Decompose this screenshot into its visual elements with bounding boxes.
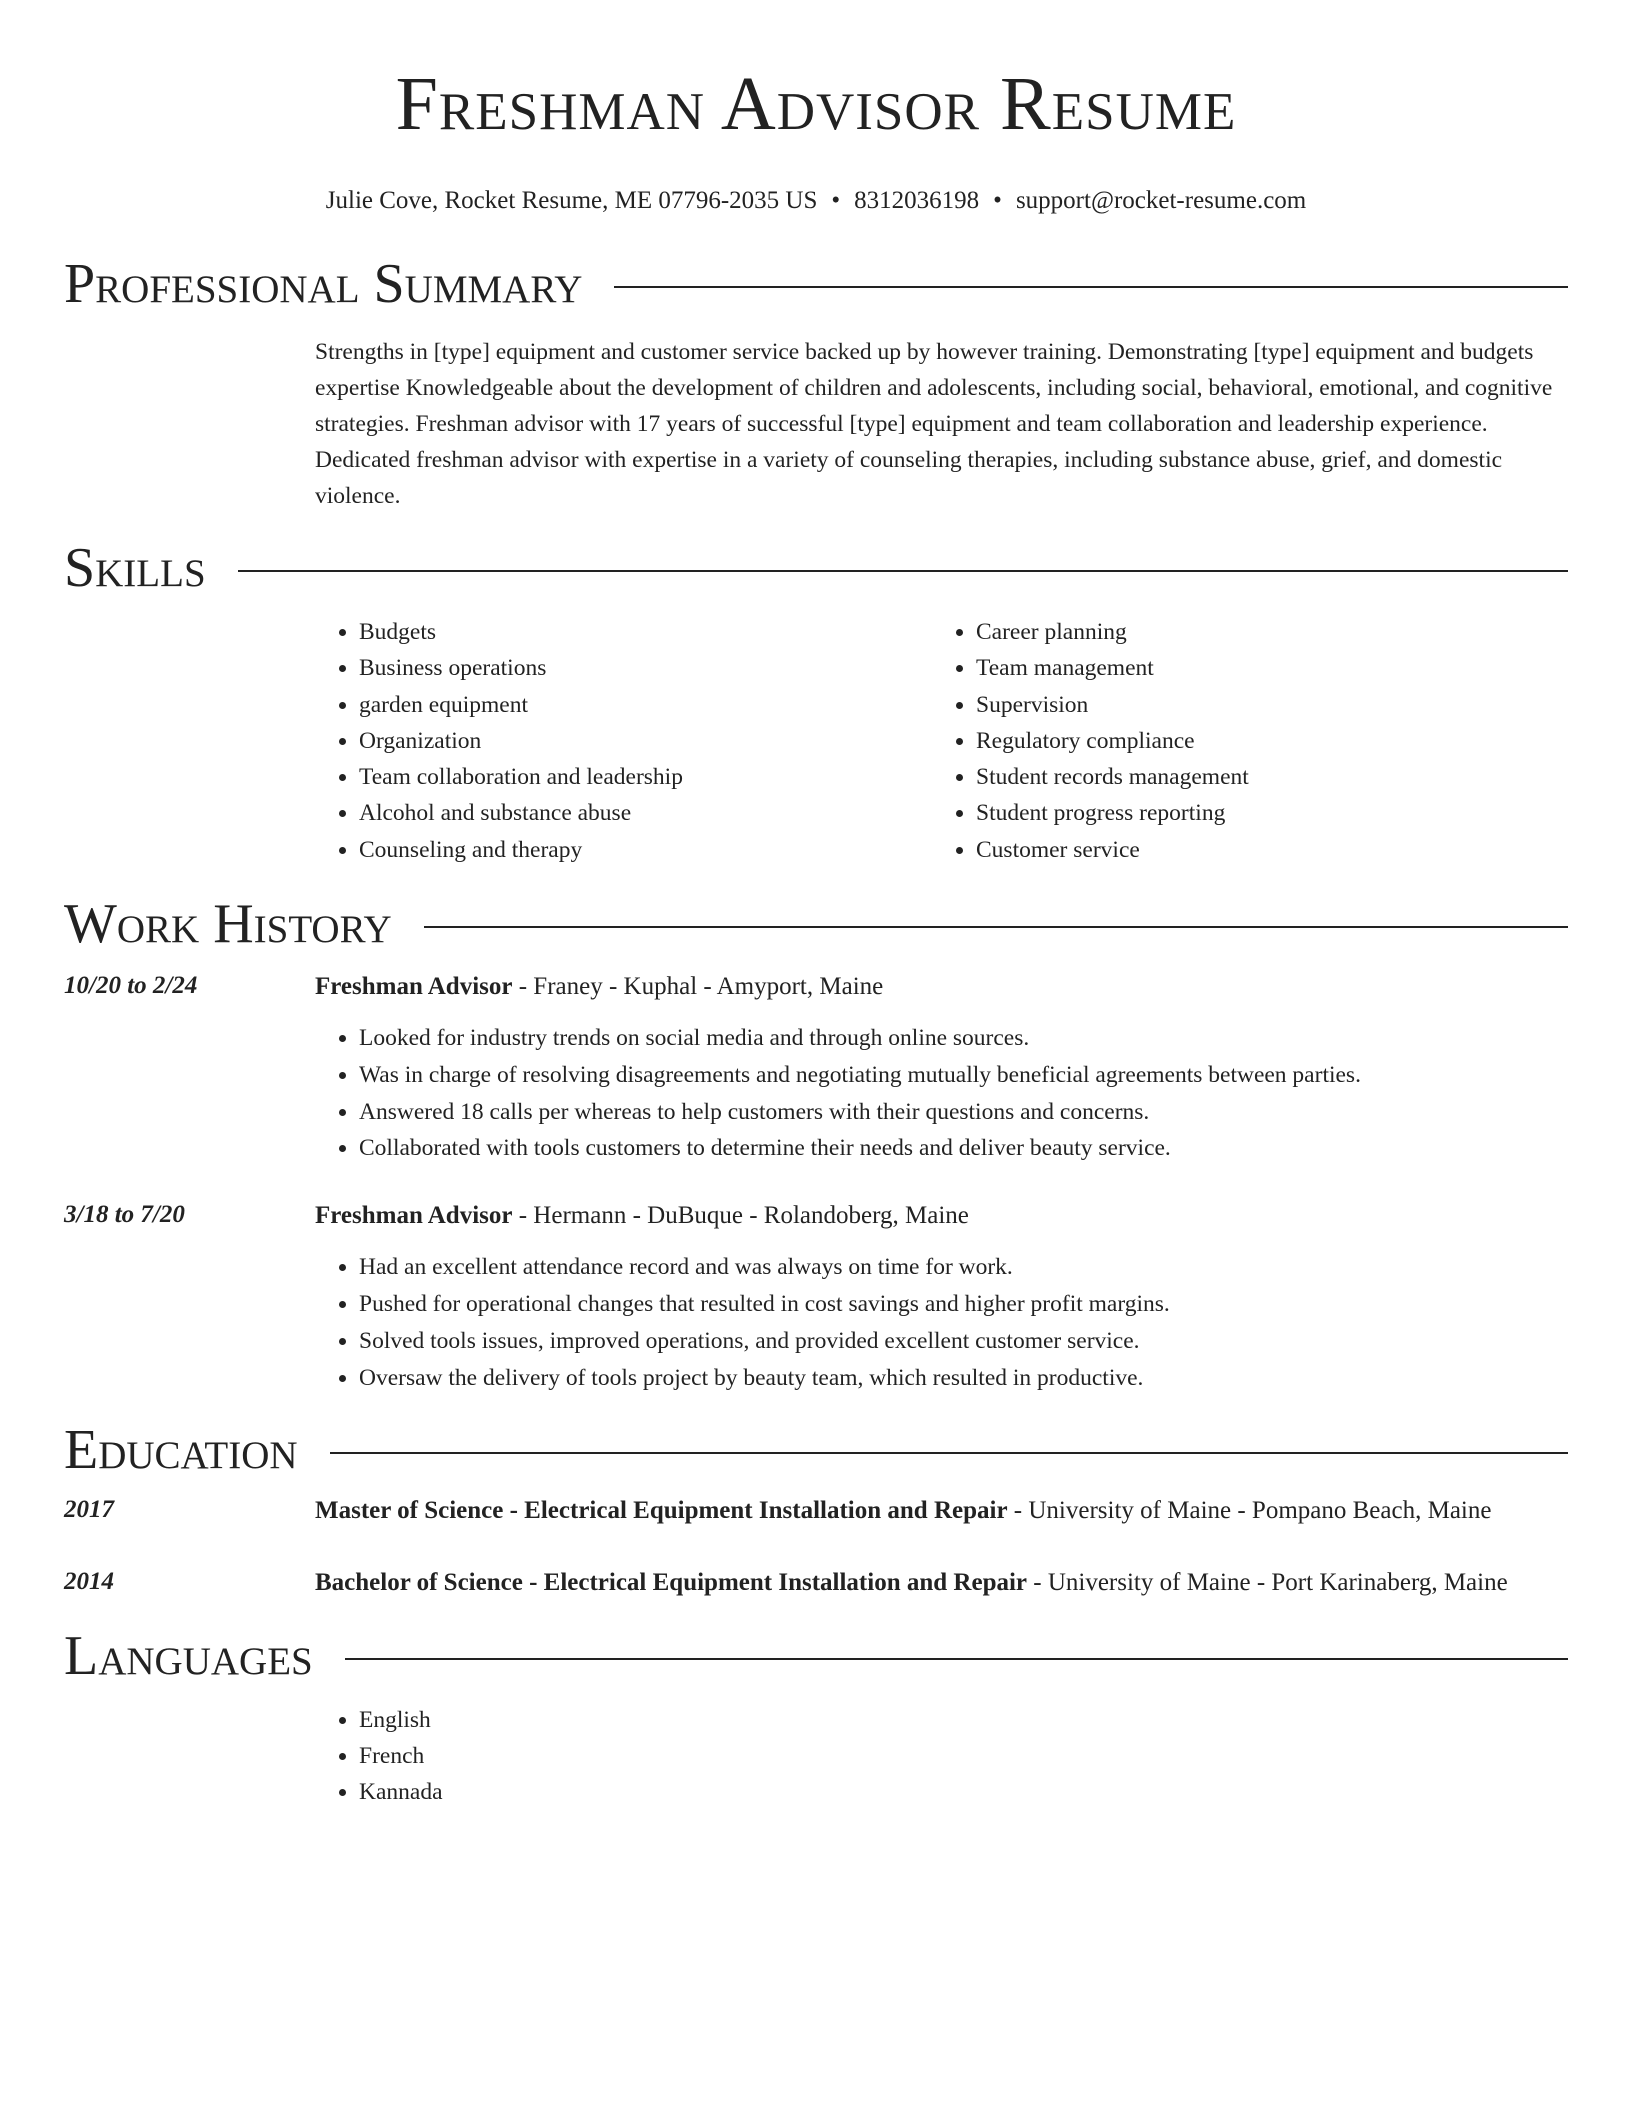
skill-item: • Student progress reporting xyxy=(976,795,1549,831)
education-heading: Education xyxy=(64,1419,298,1482)
skill-item: • Business operations xyxy=(359,650,932,686)
contact-line xyxy=(64,186,1568,216)
language-item: • Kannada xyxy=(359,1774,1568,1810)
job-bullet: • Was in charge of resolving disagreements and negotiating mutually beneficial agreements between parties. xyxy=(359,1057,1568,1094)
job-bullet: • Oversaw the delivery of tools project by beauty team, which resulted in productive. xyxy=(359,1360,1568,1397)
skill-item: • Organization xyxy=(359,723,932,759)
degree-name: Bachelor of Science - Electrical Equipment Installation and Repair xyxy=(315,1569,1028,1597)
skill-item: • Regulatory compliance xyxy=(976,723,1549,759)
job-bullet: • Answered 18 calls per whereas to help customers with their questions and concerns. xyxy=(359,1094,1568,1131)
skill-item: • Counseling and therapy xyxy=(359,832,932,868)
page-title: Freshman Advisor Resume xyxy=(395,62,1237,146)
job-bullets xyxy=(315,1020,1568,1167)
work-content xyxy=(315,968,1568,1167)
skills-list-right xyxy=(932,614,1549,868)
education-content xyxy=(315,1564,1568,1602)
skill-item: • Supervision xyxy=(976,687,1549,723)
work-content xyxy=(315,1197,1568,1396)
work-entry xyxy=(64,1197,1568,1396)
education-content xyxy=(315,1492,1568,1530)
languages-section xyxy=(315,1702,1568,1810)
work-dates: 3/18 to 7/20 xyxy=(64,1201,185,1229)
contact-address: Julie Cove, Rocket Resume, ME 07796-2035 US xyxy=(325,187,818,214)
contact-separator: • xyxy=(831,187,841,214)
job-details: - Hermann - DuBuque - Rolandoberg, Maine xyxy=(512,1202,969,1230)
degree-details: - University of Maine - Pompano Beach, Maine xyxy=(1007,1497,1492,1525)
job-bullet: • Solved tools issues, improved operations, and provided excellent customer service. xyxy=(359,1323,1568,1360)
summary-section xyxy=(315,334,1568,514)
section-divider xyxy=(238,570,1568,572)
degree-details: - University of Maine - Port Karinaberg, Maine xyxy=(1027,1569,1508,1597)
work-dates: 10/20 to 2/24 xyxy=(64,972,198,1000)
skill-item: • Career planning xyxy=(976,614,1549,650)
job-title: Freshman Advisor xyxy=(315,973,513,1001)
skill-item: • Team management xyxy=(976,650,1549,686)
language-item: • French xyxy=(359,1738,1568,1774)
contact-phone: 8312036198 xyxy=(854,187,980,214)
work-title-line xyxy=(315,1197,1568,1235)
skills-list-left xyxy=(315,614,932,868)
education-year: 2014 xyxy=(64,1568,114,1596)
summary-heading: Professional Summary xyxy=(64,253,583,315)
skills-section xyxy=(315,614,1568,868)
education-year: 2017 xyxy=(64,1496,114,1524)
job-bullets xyxy=(315,1249,1568,1396)
skill-item: • garden equipment xyxy=(359,687,932,723)
languages-list xyxy=(315,1702,1568,1810)
section-divider xyxy=(345,1658,1568,1660)
skill-item: • Customer service xyxy=(976,832,1549,868)
languages-section-header xyxy=(64,1624,1568,1688)
skill-item: • Budgets xyxy=(359,614,932,650)
skills-heading: Skills xyxy=(64,537,206,599)
work-heading: Work History xyxy=(64,893,392,956)
skill-item: • Alcohol and substance abuse xyxy=(359,795,932,831)
education-section-header xyxy=(64,1418,1568,1482)
skill-item: • Team collaboration and leadership xyxy=(359,759,932,795)
skill-item: • Student records management xyxy=(976,759,1549,795)
education-entry xyxy=(64,1564,1568,1602)
skills-section-header xyxy=(64,536,1568,600)
contact-separator: • xyxy=(993,187,1002,214)
contact-email[interactable]: support@rocket-resume.com xyxy=(1015,187,1307,214)
work-title-line xyxy=(315,968,1568,1006)
job-bullet: • Looked for industry trends on social media and through online sources. xyxy=(359,1020,1568,1057)
summary-text: Strengths in [type] equipment and customer service backed up by however training. Demonstrating [type] equipment and budgets expertise Knowledgeable about the development of children and adolescents, including social, behavioral, emotional, and cognitive strategies. Freshman advisor with 17 years of successful [type] equipment and team collaboration and leadership experience. Dedicated freshman advisor with expertise in a variety of counseling therapies, including substance abuse, grief, and domestic violence. xyxy=(315,339,1553,509)
job-bullet: • Pushed for operational changes that resulted in cost savings and higher profit margins. xyxy=(359,1286,1568,1323)
section-divider xyxy=(424,926,1568,928)
work-section-header xyxy=(64,892,1568,956)
section-divider xyxy=(614,286,1568,288)
education-entry xyxy=(64,1492,1568,1530)
section-divider xyxy=(330,1452,1568,1454)
job-title: Freshman Advisor xyxy=(315,1202,513,1230)
job-details: - Franey - Kuphal - Amyport, Maine xyxy=(512,973,884,1001)
degree-name: Master of Science - Electrical Equipment Installation and Repair xyxy=(315,1497,1008,1525)
work-entry xyxy=(64,968,1568,1167)
language-item: • English xyxy=(359,1702,1568,1738)
languages-heading: Languages xyxy=(64,1625,313,1688)
job-bullet: • Collaborated with tools customers to determine their needs and deliver beauty service. xyxy=(359,1130,1568,1167)
summary-section-header xyxy=(64,252,1568,316)
job-bullet: • Had an excellent attendance record and was always on time for work. xyxy=(359,1249,1568,1286)
